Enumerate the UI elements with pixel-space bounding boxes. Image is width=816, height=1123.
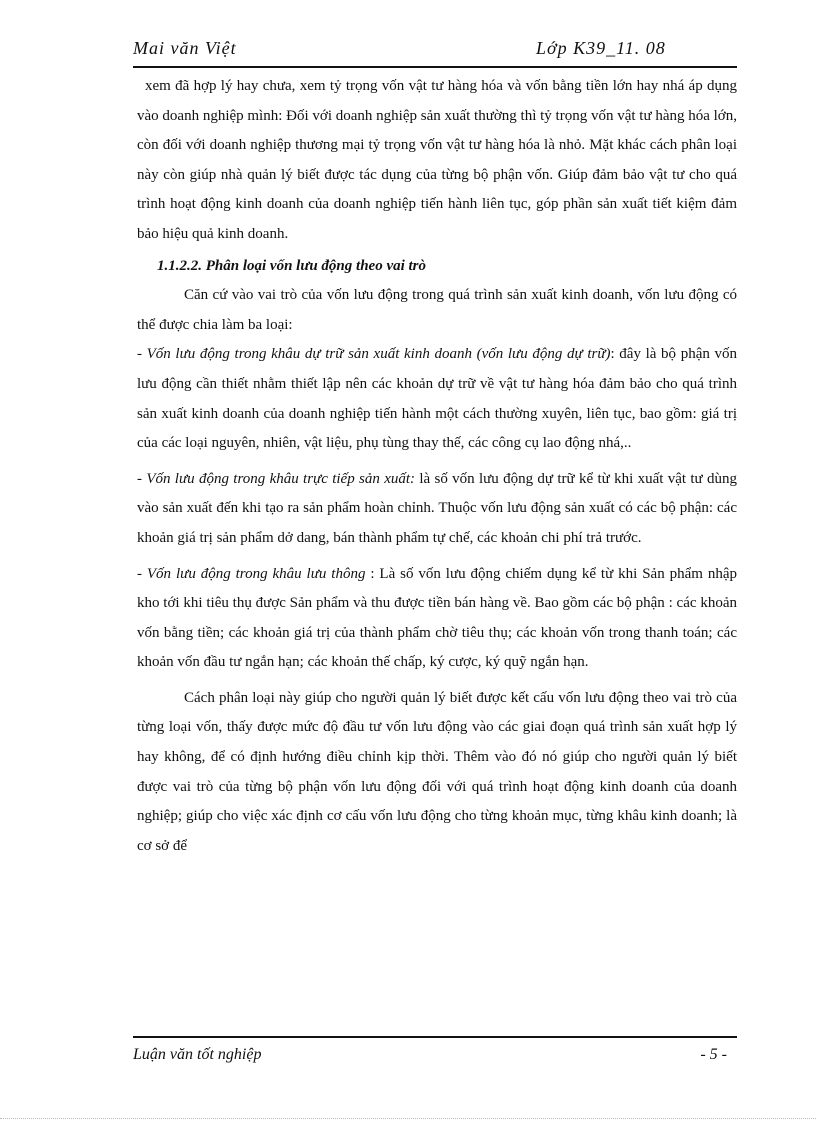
list-item-reserve [137,340,737,458]
page-edge-divider [0,1118,816,1119]
list-item-production-text: là số vốn lưu động dự trữ kể từ khi xuất vật tư dùng vào sản xuất đến khi tạo ra sản phẩm hoàn chỉnh. Thuộc vốn lưu động sản xuất có các bộ phận: các khoản giá trị sản phẩm dở dang, bán thành phẩm tự chế, các khoản chi phí trả trước. [137,470,738,546]
section-heading: 1.1.2.2. Phân loại vốn lưu động theo vai trò [157,257,427,274]
page-header [133,38,737,66]
header-class: Lớp K39_11. 08 [536,38,666,58]
paragraph-conclusion: Cách phân loại này giúp cho người quản lý biết được kết cấu vốn lưu động theo vai trò của từng loại vốn, thấy được mức độ đầu tư vốn lưu động vào các giai đoạn quá trình sản xuất hợp lý hay không, để có định hướng điều chỉnh kịp thời. Thêm vào đó nó giúp cho người quản lý biết được vai trò của từng bộ phận vốn lưu động đối với quá trình hoạt động kinh doanh của doanh nghiệp; giúp cho việc xác định cơ cấu vốn lưu động cho từng khoản mục, từng khâu kinh doanh; là cơ sở để [137,689,737,854]
paragraph-continued: xem đã hợp lý hay chưa, xem tỷ trọng vốn vật tư hàng hóa và vốn bằng tiền lớn hay nhá áp dụng vào doanh nghiệp mình: Đối với doanh nghiệp sản xuất thường thì tỷ trọng vốn vật tư hàng hóa lớn, còn đối với doanh nghiệp thương mại tỷ trọng vốn vật tư hàng hóa là nhỏ. Mặt khác cách phân loại này còn giúp nhà quản lý biết được tác dụng của từng bộ phận vốn. Giúp đảm bảo vật tư cho quá trình hoạt động kinh doanh của doanh nghiệp tiến hành liên tục, góp phần sản xuất tiết kiệm đảm bảo hiệu quả kinh doanh. [137,78,737,242]
header-rule [133,66,737,68]
document-body [137,72,737,861]
list-item-reserve-text: : đây là bộ phận vốn lưu động cần thiết nhằm thiết lập nên các khoản dự trữ về vật tư hàng hóa đảm bảo cho quá trình sản xuất kinh doanh của doanh nghiệp tiến hành một cách thường xuyên, liên tục, bao gồm: giá trị của các loại nguyên, nhiên, vật liệu, phụ tùng thay thế, các công cụ lao động nhá,.. [137,346,737,452]
list-item-circulation-title: - Vốn lưu động trong khâu lưu thông [137,565,366,582]
page-footer [133,1046,737,1072]
header-author: Mai văn Việt [133,38,237,58]
footer-rule [133,1036,737,1038]
list-item-circulation-text: : Là số vốn lưu động chiếm dụng kể từ khi Sản phẩm nhập kho tới khi tiêu thụ được Sản phẩm và thu được tiền bán hàng về. Bao gồm các bộ phận : các khoản vốn bằng tiền; các khoản giá trị của thành phẩm chờ tiêu thụ; các khoản vốn trong thanh toán; các khoản vốn đầu tư ngắn hạn; các khoản thế chấp, ký cược, ký quỹ ngắn hạn. [137,565,737,671]
list-item-production-title: - Vốn lưu động trong khâu trực tiếp sản xuất: [137,470,416,487]
list-item-production [137,465,737,554]
list-item-reserve-title: - Vốn lưu động trong khâu dự trữ sản xuất kinh doanh (vốn lưu động dự trữ) [137,346,611,363]
paragraph-intro: Căn cứ vào vai trò của vốn lưu động trong quá trình sản xuất kinh doanh, vốn lưu động có thể được chia làm ba loại: [137,287,737,333]
page-number: - 5 - [700,1046,727,1063]
list-item-circulation [137,560,737,678]
footer-title: Luận văn tốt nghiệp [133,1046,262,1063]
